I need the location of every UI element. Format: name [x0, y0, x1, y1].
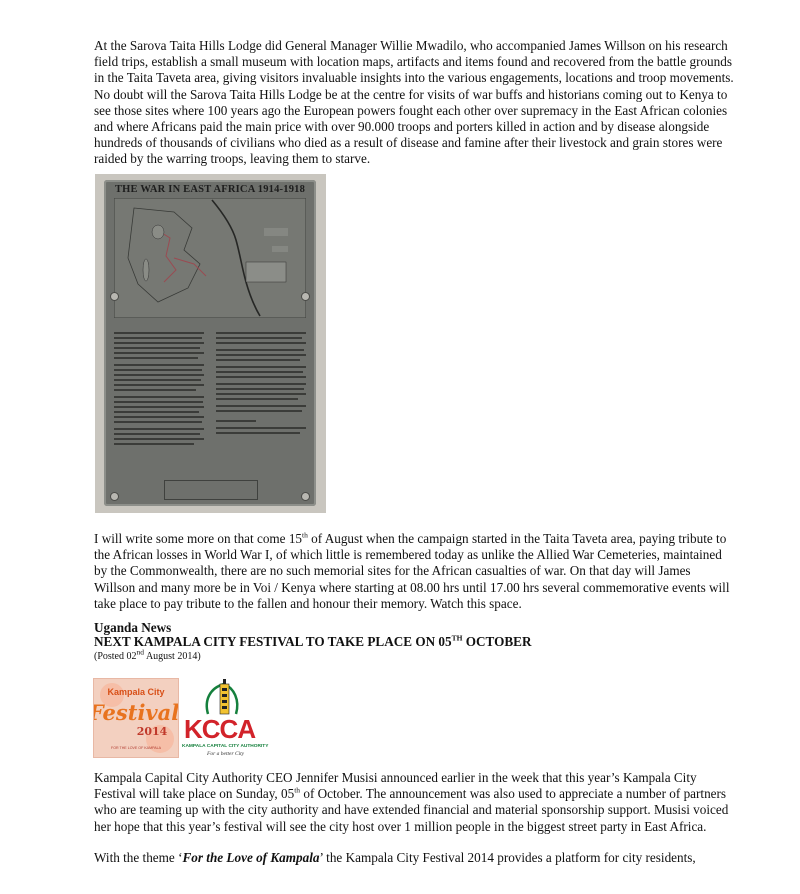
svg-text:Festival: Festival	[94, 700, 178, 725]
intro-paragraph: At the Sarova Taita Hills Lodge did General Manager Willie Mwadilo, who accompanied James Willson on his research field trips, establish a small museum with location maps, artifacts and items found and recovered from the battle grounds in the Taita Taveta area, giving visitors invaluable insights into the various engagements, locations and troop movements. No doubt will the Sarova Taita Hills Lodge be at the centre for visits of war buffs and historians coming out to Kenya to see those sites where 100 years ago the European powers fought each other over supremacy in the East African colonies and where Africans paid the main price with over 90.000 troops and porters killed in action and by disease alongside hundreds of thousands of civilians who died as a result of disease and famine after their livestock and grain stores were raided by the warring troops, leaving them to starve.	[94, 38, 734, 167]
festival-logo-art	[94, 679, 178, 757]
plaque-inscription	[114, 330, 306, 470]
posted-text-end: August 2014)	[144, 651, 201, 662]
plaque-bolt	[110, 492, 119, 501]
posted-ordinal: nd	[136, 647, 144, 657]
article-paragraph-1	[94, 770, 734, 835]
posted-text-start: (Posted 02	[94, 651, 137, 662]
followup-paragraph	[94, 531, 734, 612]
east-africa-map	[114, 198, 306, 318]
followup-text-start: I will write some more on that come 15	[94, 531, 303, 546]
kcca-tagline: For a better City	[207, 751, 245, 757]
kcca-emblem	[180, 678, 270, 718]
followup-text-rest: of August when the campaign started in the Taita Taveta area, paying tribute to the African losses in World War I, of which little is remembered today as unlike the Allied War Cemeteries, maintained by the Commonwealth, there are no such memorial sites for the African casualties of war. On that day will James Willson and many more be in Voi / Kenya where starting at 08.00 hrs until 17.00 hrs several commemorative events will take place to pay tribute to the fallen and honour their memory. Watch this space.	[94, 531, 730, 611]
plaque-bolt	[301, 492, 310, 501]
war-memorial-plaque-photo	[95, 174, 326, 513]
plaque-title: THE WAR IN EAST AFRICA 1914-1918	[114, 184, 306, 195]
kcca-full-name: KAMPALA CAPITAL CITY AUTHORITY	[182, 744, 269, 749]
ordinal-suffix: th	[302, 530, 308, 540]
festival-theme: For the Love of Kampala	[182, 850, 320, 865]
posted-date	[94, 647, 201, 662]
headline-ordinal: TH	[451, 633, 463, 643]
article-paragraph-2	[94, 850, 734, 866]
kcca-wordmark: KCCA	[184, 714, 256, 744]
svg-text:2014: 2014	[136, 725, 168, 738]
memorial-plaque	[104, 180, 316, 506]
article-headline	[94, 634, 531, 650]
headline-text-start: NEXT KAMPALA CITY FESTIVAL TO TAKE PLACE ON 05	[94, 634, 452, 649]
headline-text-end: OCTOBER	[462, 634, 532, 649]
svg-text:FOR THE LOVE OF KAMPALA: FOR THE LOVE OF KAMPALA	[111, 746, 161, 750]
plaque-bolt	[301, 292, 310, 301]
svg-text:Kampala City: Kampala City	[107, 687, 165, 697]
article-text-rest: ’ the Kampala City Festival 2014 provides a platform for city residents,	[319, 850, 696, 865]
section-label: Uganda News	[94, 620, 172, 635]
kcca-logo	[180, 678, 270, 762]
kampala-city-festival-logo	[94, 679, 178, 757]
article-text-start: Kampala Capital City Authority CEO Jennifer Musisi announced earlier in the week that this year’s Kampala City Festival will take place on Sunday, 05	[94, 770, 697, 802]
plaque-dedication-box	[164, 480, 258, 500]
article-text-start: With the theme ‘	[94, 850, 183, 865]
article-text-rest: of October. The announcement was also used to appreciate a number of partners who are teaming up with the city authority and have extended financial and material sponsorship support. Musisi voiced her hope that this year’s festival will see the city host over 1 million people in the biggest street party in East Africa.	[94, 786, 729, 834]
plaque-bolt	[110, 292, 119, 301]
article-ordinal: th	[294, 785, 301, 795]
